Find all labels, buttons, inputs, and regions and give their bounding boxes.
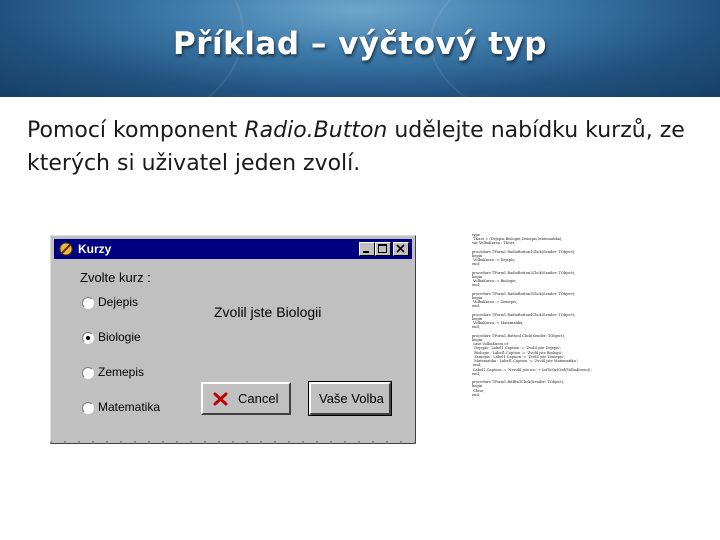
- code-line: VolbaKurzu := Dejepis;: [472, 258, 516, 263]
- cancel-button[interactable]: [201, 382, 291, 415]
- slide-header: [0, 0, 720, 97]
- code-line: end;: [472, 262, 480, 267]
- radio-button[interactable]: [82, 297, 94, 309]
- source-code-listing: [472, 233, 612, 448]
- code-line: Dejepis : Label1.Caption := 'Zvolil jste Dejepis';: [472, 346, 562, 351]
- code-line: begin: [472, 384, 483, 389]
- maximize-icon: [376, 243, 390, 255]
- vase-volba-label: Vaše Volba: [319, 391, 384, 406]
- code-line: procedure TForm1.Button1Click(Sender: TObject);: [472, 333, 565, 338]
- code-line: var VolbaKurzu : TKurz;: [472, 241, 516, 246]
- code-line: Biologie : Label1.Caption := 'Zvolil jste Biologii';: [472, 350, 563, 355]
- code-line: end;: [472, 392, 480, 397]
- code-line: procedure TForm1.RadioButton1Click(Sender: TObject);: [472, 249, 576, 254]
- code-line: end;: [472, 363, 482, 368]
- code-line: procedure TForm1.RadioButton3Click(Sender: TObject);: [472, 291, 576, 296]
- maximize-button[interactable]: [375, 242, 391, 256]
- code-line: Zemepis : Label1.Caption := 'Zvolil jste Zemepis';: [472, 354, 566, 359]
- radio-label: Biologie: [98, 330, 141, 344]
- body-text-part: Pomocí komponent: [27, 118, 245, 143]
- code-line: procedure TForm1.BitBtn1Click(Sender: TObject);: [472, 380, 565, 385]
- code-line: VolbaKurzu := Biologie;: [472, 279, 517, 284]
- window-bottom-edge: [50, 441, 416, 444]
- code-line: begin: [472, 338, 483, 343]
- code-line: begin: [472, 275, 483, 280]
- minimize-button[interactable]: [359, 242, 375, 256]
- code-line: end;: [472, 371, 480, 376]
- kurzy-window: [50, 235, 416, 444]
- code-line: procedure TForm1.RadioButton4Click(Sender: TObject);: [472, 312, 576, 317]
- window-title: Kurzy: [78, 242, 112, 256]
- code-line: end;: [472, 304, 480, 309]
- result-label: Zvolil jste Biologii: [214, 304, 322, 320]
- delphi-app-icon: [58, 241, 74, 257]
- code-line: TKurz = (Dejepis,Biologie,Zemepis,Matematika);: [472, 237, 563, 242]
- radio-button-checked[interactable]: [82, 332, 94, 344]
- code-line: begin: [472, 317, 483, 322]
- code-line: VolbaKurzu := Matematika;: [472, 321, 524, 326]
- body-text-part: udělejte nabídku kurzů, ze kterých si uživatel jeden zvolí.: [27, 118, 685, 176]
- code-line: end;: [472, 325, 480, 330]
- vase-volba-button[interactable]: [309, 382, 391, 415]
- code-line: Close;: [472, 388, 485, 393]
- code-line: begin: [472, 296, 483, 301]
- code-line: Matematika : Label1.Caption := 'Zvolil jste Matematiku';: [472, 359, 579, 364]
- code-line: begin: [472, 254, 483, 259]
- window-titlebar[interactable]: [54, 239, 412, 259]
- code-line: end;: [472, 283, 480, 288]
- cancel-x-icon: [213, 391, 229, 407]
- code-line: Label1.Caption := 'Nevolil jste nic' + IntToStr(Ord(VolbaKurzu));: [472, 367, 592, 372]
- slide-title: Příklad – výčtový typ: [173, 26, 547, 62]
- radio-label: Matematika: [98, 400, 161, 414]
- slide-body-text: [27, 114, 687, 180]
- radio-button[interactable]: [82, 367, 94, 379]
- code-line: VolbaKurzu := Zemepis;: [472, 300, 518, 305]
- radio-button[interactable]: [82, 402, 94, 414]
- code-line: type: [472, 233, 480, 237]
- code-line: procedure TForm1.RadioButton2Click(Sender: TObject);: [472, 270, 576, 275]
- prompt-label: Zvolte kurz :: [80, 270, 151, 285]
- radio-selected-dot: [86, 336, 90, 340]
- close-button[interactable]: [393, 242, 409, 256]
- body-text-italic: Radio.Button: [244, 118, 388, 143]
- minimize-icon: [360, 243, 374, 255]
- radio-label: Dejepis: [98, 295, 139, 309]
- code-line: case VolbaKurzu of: [472, 342, 508, 347]
- close-icon: [394, 243, 408, 255]
- radio-label: Zemepis: [98, 365, 145, 379]
- cancel-button-label: Cancel: [238, 391, 279, 406]
